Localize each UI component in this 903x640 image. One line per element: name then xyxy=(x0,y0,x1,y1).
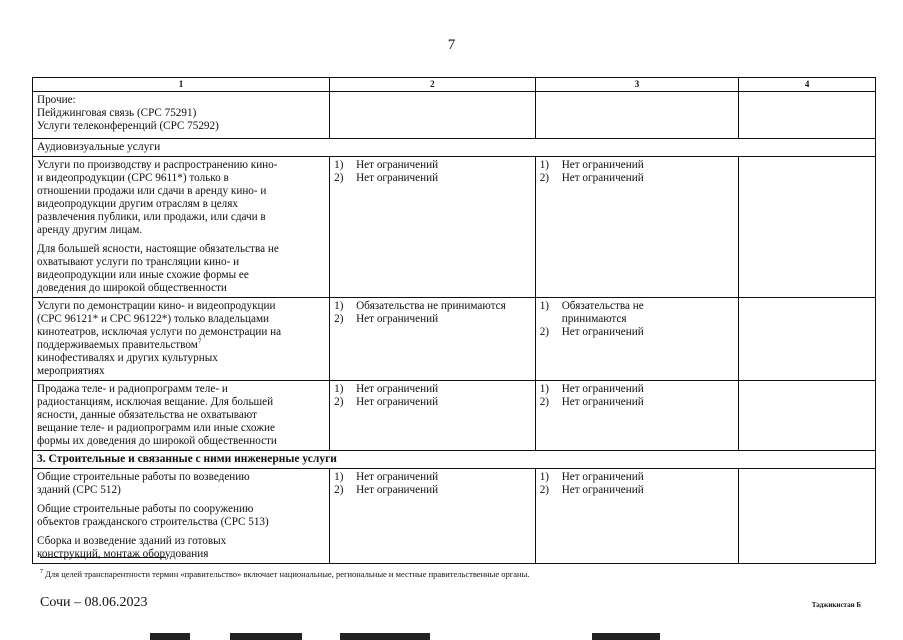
list-item xyxy=(334,313,531,326)
list-item xyxy=(540,471,735,484)
footnote-divider xyxy=(40,557,166,558)
item-number: 2) xyxy=(539,484,550,496)
table-row-other xyxy=(33,92,876,139)
national-treatment-cell xyxy=(535,298,739,381)
footnote-reference: 7 xyxy=(197,337,202,346)
item-text: Нет ограничений xyxy=(561,396,644,408)
item-number: 1) xyxy=(334,383,344,395)
text-line: формы их доведения до широкой общественности xyxy=(37,435,277,447)
text-line: охватывают услуги по трансляции кино- и xyxy=(37,256,240,268)
list-item xyxy=(334,172,531,185)
text-line: видеопродукции другим отраслям в целях xyxy=(37,198,238,210)
table-row-construction-heading xyxy=(33,451,876,469)
list-item xyxy=(334,396,531,409)
national-treatment-cell xyxy=(535,157,739,298)
additional-commitments-cell xyxy=(739,469,876,564)
scan-artifact xyxy=(340,633,430,640)
item-text: Обязательства не xyxy=(561,300,644,312)
item-text: Нет ограничений xyxy=(356,172,439,184)
text-line: отношении продажи или сдачи в аренду кино- и xyxy=(37,185,267,197)
text-line: Услуги телеконференций (CPC 75292) xyxy=(37,120,219,132)
text-line: Прочие: xyxy=(37,94,76,106)
item-text: Нет ограничений xyxy=(356,471,439,483)
item-text: Нет ограничений xyxy=(356,383,439,395)
list-item xyxy=(540,159,735,172)
market-access-cell xyxy=(330,381,536,451)
section-heading: Аудиовизуальные услуги xyxy=(33,139,876,157)
sector-cell xyxy=(33,92,330,139)
market-access-cell xyxy=(330,469,536,564)
text-line: видеопродукции или иные схожие формы ее xyxy=(37,269,249,281)
page-number: 7 xyxy=(447,37,456,53)
sector-cell xyxy=(33,157,330,298)
list-item xyxy=(540,383,735,396)
text-line: Пейджинговая связь (CPC 75291) xyxy=(37,107,197,119)
text-line: зданий (CPC 512) xyxy=(37,484,121,496)
item-number: 1) xyxy=(539,300,550,312)
table-row-audiovisual-heading xyxy=(33,139,876,157)
item-number: 2) xyxy=(334,313,344,325)
column-header-2: 2 xyxy=(330,78,536,92)
section-heading: 3. Строительные и связанные с ними инженерные услуги xyxy=(33,451,876,469)
item-number: 2) xyxy=(539,172,550,184)
list-item xyxy=(540,313,735,326)
item-text: Нет ограничений xyxy=(561,383,644,395)
text-line: развлечения публики, или продажи, или сдачи в xyxy=(37,211,266,223)
footnote-text: Для целей транспарентности термин «правительство» включает национальные, региональные и местные правительственные органы. xyxy=(45,569,530,579)
sector-cell xyxy=(33,298,330,381)
item-number: 1) xyxy=(334,159,344,171)
text-line: Для большей ясности, настоящие обязательства не xyxy=(37,243,279,255)
list-item xyxy=(334,471,531,484)
list-item xyxy=(540,172,735,185)
item-text: Обязательства не принимаются xyxy=(356,300,506,312)
item-text: принимаются xyxy=(561,313,627,325)
item-number: 1) xyxy=(334,300,344,312)
text-line: конструкций, монтаж оборудования xyxy=(37,548,209,560)
text-line: объектов гражданского строительства (CPC 513) xyxy=(37,516,269,528)
item-text: Нет ограничений xyxy=(561,484,644,496)
list-item xyxy=(334,484,531,497)
text-line: Услуги по демонстрации кино- и видеопродукции xyxy=(37,300,276,312)
additional-commitments-cell xyxy=(739,298,876,381)
text-line: Продажа теле- и радиопрограмм теле- и xyxy=(37,383,228,395)
text-line: Общие строительные работы по возведению xyxy=(37,471,250,483)
item-text: Нет ограничений xyxy=(561,159,644,171)
text-line: ясности, данные обязательства не охватывают xyxy=(37,409,257,421)
additional-commitments-cell xyxy=(739,157,876,298)
scan-artifact xyxy=(592,633,660,640)
item-number: 1) xyxy=(539,471,550,483)
text-line: (CPC 96121* и CPC 96122*) только владельцами xyxy=(37,313,270,325)
item-text: Нет ограничений xyxy=(356,313,439,325)
document-mark: Таджикистан Б xyxy=(811,601,861,609)
item-text: Нет ограничений xyxy=(561,471,644,483)
item-text: Нет ограничений xyxy=(561,326,644,338)
item-number: 2) xyxy=(334,172,344,184)
text-line: поддерживаемых правительством$^7$ xyxy=(37,337,202,351)
list-item xyxy=(540,326,735,339)
item-number: 2) xyxy=(539,396,550,408)
text-line: Сборка и возведение зданий из готовых xyxy=(37,535,227,547)
sector-cell xyxy=(33,381,330,451)
list-item xyxy=(540,300,735,313)
text-line: вещание теле- и радиопрограмм или иные схожие xyxy=(37,422,275,434)
national-treatment-cell xyxy=(535,381,739,451)
text-line: и видеопродукции (CPC 9611*) только в xyxy=(37,172,229,184)
column-header-1: 1 xyxy=(33,78,330,92)
commitments-table xyxy=(32,77,876,564)
item-text: Нет ограничений xyxy=(561,172,644,184)
text-line: аренду другим лицам. xyxy=(37,224,143,236)
text-line: Общие строительные работы по сооружению xyxy=(37,503,254,515)
list-item xyxy=(334,383,531,396)
market-access-cell xyxy=(330,298,536,381)
text-line: мероприятиях xyxy=(37,365,105,377)
list-item xyxy=(540,484,735,497)
national-treatment-cell xyxy=(535,469,739,564)
market-access-cell xyxy=(330,157,536,298)
column-header-4: 4 xyxy=(739,78,876,92)
additional-commitments-cell xyxy=(739,381,876,451)
item-number: 2) xyxy=(539,326,550,338)
sector-cell xyxy=(33,469,330,564)
text-line: радиостанциям, исключая вещание. Для большей xyxy=(37,396,274,408)
text-line: доведения до широкой общественности xyxy=(37,282,227,294)
additional-commitments-cell xyxy=(739,92,876,139)
list-item xyxy=(334,300,531,313)
item-text: Нет ограничений xyxy=(356,396,439,408)
table-row-tv-radio xyxy=(33,381,876,451)
list-item xyxy=(540,396,735,409)
item-text: Нет ограничений xyxy=(356,159,439,171)
text-line: кинотеатров, исключая услуги по демонстрации на xyxy=(37,326,282,338)
text-line: Услуги по производству и распространению кино- xyxy=(37,159,278,171)
national-treatment-cell xyxy=(535,92,739,139)
item-number: 1) xyxy=(539,159,550,171)
item-number: 2) xyxy=(334,396,344,408)
column-header-3: 3 xyxy=(535,78,739,92)
item-number: 2) xyxy=(334,484,344,496)
text-line: кинофестивалях и других культурных xyxy=(37,352,218,364)
table-row-film-distribution xyxy=(33,157,876,298)
footnote-marker: 7 xyxy=(40,569,43,576)
list-item xyxy=(334,159,531,172)
table-header-row xyxy=(33,78,876,92)
table-row-construction xyxy=(33,469,876,564)
table-row-film-projection xyxy=(33,298,876,381)
city-date: Сочи – 08.06.2023 xyxy=(40,595,148,610)
market-access-cell xyxy=(330,92,536,139)
footnote xyxy=(40,569,529,579)
item-number: 1) xyxy=(334,471,344,483)
item-text: Нет ограничений xyxy=(356,484,439,496)
scan-artifact xyxy=(150,633,190,640)
scan-artifact xyxy=(230,633,302,640)
item-number: 1) xyxy=(539,383,550,395)
